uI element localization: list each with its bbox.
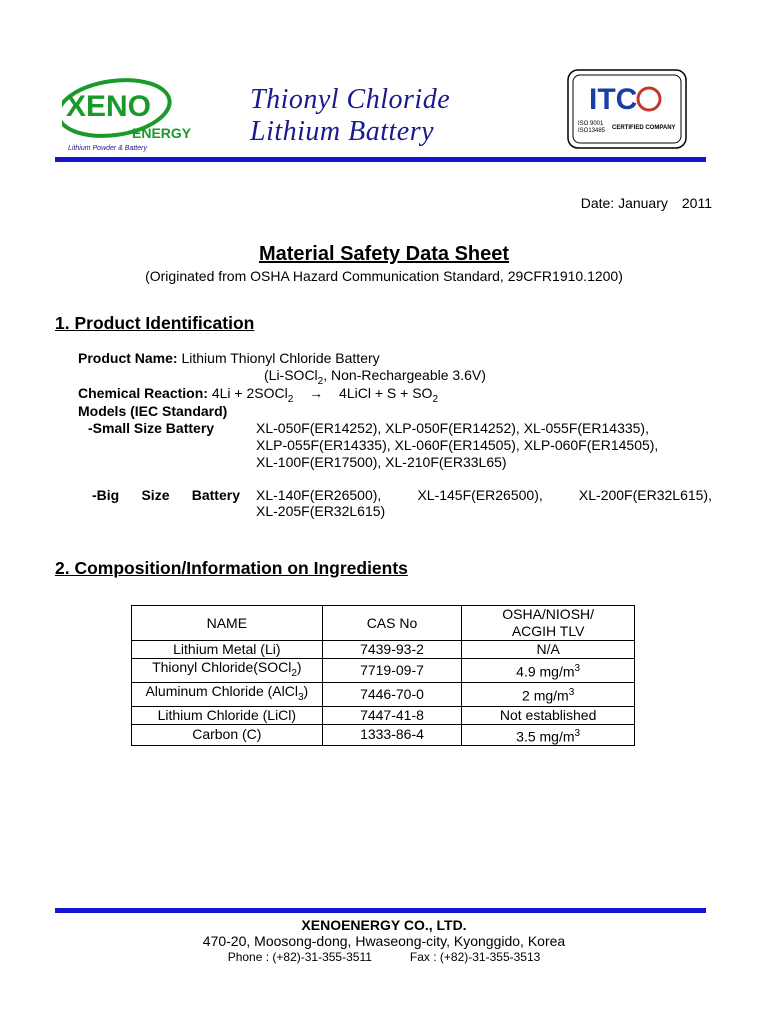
reaction-right: 4LiCl + $S + SO_2$ bbox=[339, 385, 438, 405]
itc-certification-badge bbox=[567, 69, 687, 149]
big-size-battery-label: -Big Size Battery bbox=[92, 487, 240, 503]
small-size-battery-label: -Small Size Battery bbox=[88, 420, 215, 436]
header-title-line2: Lithium Battery bbox=[250, 116, 435, 147]
document-date bbox=[581, 195, 712, 211]
reaction-left: 4Li + 2SOCl$_2$ bbox=[211, 385, 294, 405]
product-detail: (Li-SOCl$_2$, Non-Rechargeable 3.6V) bbox=[264, 367, 486, 387]
small-size-models-line3: XL-100F(ER17500), XL-210F(ER33L65) bbox=[256, 454, 507, 470]
reaction-arrow-icon: → bbox=[309, 385, 324, 401]
big-size-models-line1: XL-140F(ER26500), XL-145F(ER26500), XL-200F(ER32L615), bbox=[256, 487, 712, 503]
svg-text:Lithium Powder & Battery: Lithium Powder & Battery bbox=[68, 145, 147, 152]
svg-text:ISO 9001: ISO 9001 bbox=[578, 121, 604, 127]
svg-text:CERTIFIED COMPANY: CERTIFIED COMPANY bbox=[612, 125, 676, 131]
footer-address: 470-20, Moosong-dong, Hwaseong-city, Kyonggido, Korea bbox=[202, 933, 566, 949]
header-title-line1: Thionyl Chloride bbox=[250, 84, 451, 115]
column-header-cas: CAS No bbox=[322, 606, 462, 641]
table-row: Thionyl Chloride(SOCl$_2$) 7719-09-7 4.9 $mg/m^3$ bbox=[132, 659, 635, 683]
table-header-row bbox=[132, 606, 635, 641]
big-size-models-line2: XL-205F(ER32L615) bbox=[256, 503, 386, 519]
footer-contact bbox=[0, 950, 768, 964]
footer-blue-rule bbox=[55, 908, 706, 913]
small-size-models-line1: XL-050F(ER14252), XLP-050F(ER14252), XL-055F(ER14335), bbox=[256, 420, 649, 436]
table-row: Carbon (C) 1333-86-4 3.5 $mg/m^3$ bbox=[132, 724, 635, 746]
date-label: Date: January bbox=[580, 195, 668, 211]
column-header-name: NAME bbox=[132, 606, 323, 641]
column-header-tlv: OSHA/NIOSH/ ACGIH TLV bbox=[462, 606, 635, 641]
product-name-value: Lithium Thionyl Chloride Battery bbox=[181, 350, 380, 366]
product-name-label: Product Name: bbox=[78, 350, 178, 366]
xeno-energy-logo bbox=[62, 78, 202, 154]
date-year: 2011 bbox=[681, 195, 712, 211]
header-blue-rule bbox=[55, 157, 706, 162]
footer-company-name: XENOENERGY CO., LTD. bbox=[301, 917, 467, 933]
section-product-identification-heading: 1. Product Identification bbox=[55, 313, 255, 333]
section-composition-heading: 2. Composition/Information on Ingredients bbox=[55, 558, 408, 578]
document-subtitle: (Originated from OSHA Hazard Communication Standard, 29CFR1910.1200) bbox=[145, 268, 623, 284]
svg-text:ITC: ITC bbox=[589, 83, 638, 116]
svg-text:XENO: XENO bbox=[66, 90, 152, 123]
footer-phone: Phone : (+82)-31-355-3511 bbox=[227, 950, 372, 964]
footer-fax: Fax : (+82)-31-355-3513 bbox=[409, 950, 541, 964]
small-size-models-line2: XLP-055F(ER14335), XL-060F(ER14505), XLP-060F(ER14505), bbox=[256, 437, 659, 453]
table-row: Lithium Chloride (LiCl) 7447-41-8 Not established bbox=[132, 706, 635, 724]
table-row: Aluminum Chloride (AlCl$_3$) 7446-70-0 2 $mg/m^3$ bbox=[132, 682, 635, 706]
svg-text:ENERGY: ENERGY bbox=[132, 125, 192, 141]
ingredients-table bbox=[131, 605, 635, 746]
chemical-reaction-label: Chemical Reaction: bbox=[78, 385, 208, 401]
product-name-row bbox=[78, 350, 380, 367]
svg-text:ISO13485: ISO13485 bbox=[578, 128, 606, 134]
models-label: Models (IEC Standard) bbox=[78, 403, 228, 419]
table-row: Lithium Metal (Li) 7439-93-2 N/A bbox=[132, 641, 635, 659]
document-title: Material Safety Data Sheet bbox=[258, 243, 510, 265]
